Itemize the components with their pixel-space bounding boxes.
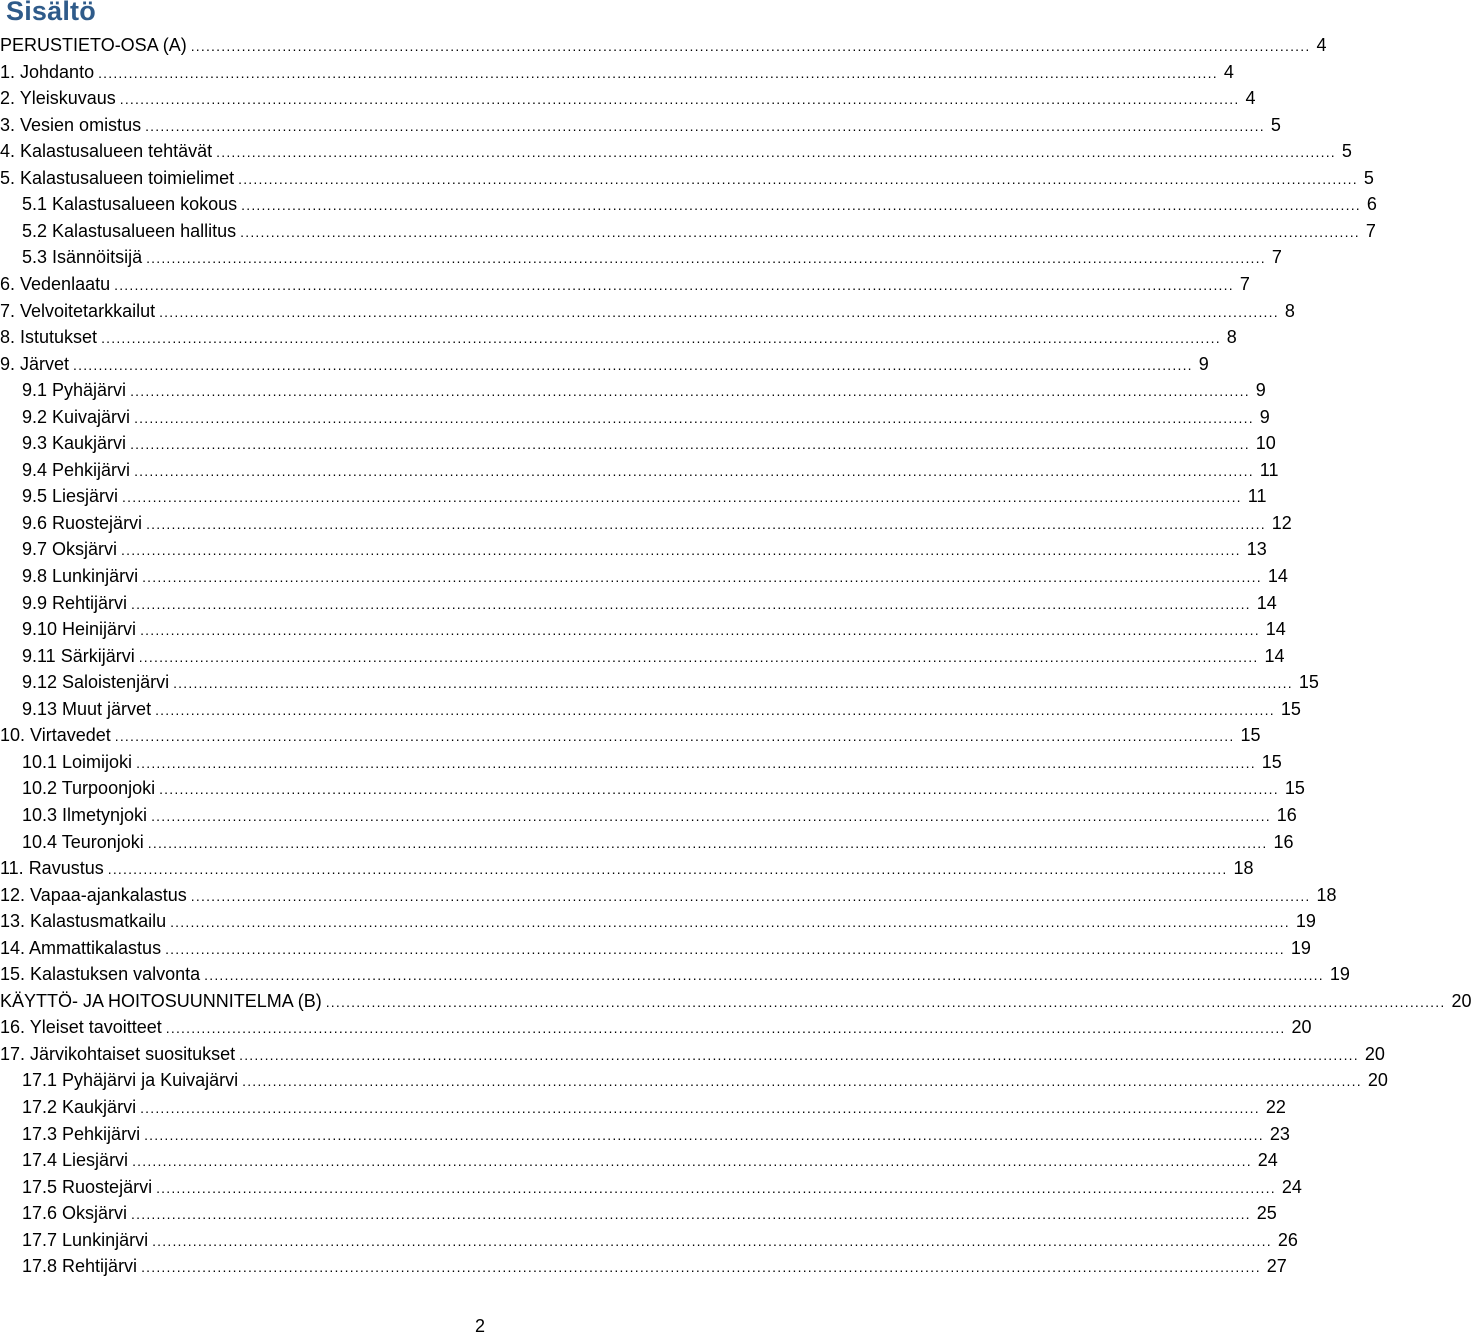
toc-entry[interactable] xyxy=(0,32,1327,58)
toc-entry-page: 20 xyxy=(1291,1017,1312,1038)
toc-entry-label: 9.2 Kuivajärvi xyxy=(22,406,131,427)
toc-dot-leader: ............................................................................................................................................................................................................................ xyxy=(152,1232,1272,1249)
toc-entry-page: 20 xyxy=(1367,1070,1388,1091)
toc-entry-label: 17.8 Rehtijärvi xyxy=(22,1256,138,1277)
toc-entry[interactable] xyxy=(0,536,1267,562)
toc-entry[interactable] xyxy=(0,218,1376,244)
toc-entry-label: PERUSTIETO-OSA (A) xyxy=(0,35,187,55)
toc-entry-page: 7 xyxy=(1365,220,1376,241)
toc-entry-page: 7 xyxy=(1271,247,1282,268)
toc-entry-label: 15. Kalastuksen valvonta xyxy=(0,964,201,985)
toc-entry-page: 4 xyxy=(1316,35,1327,55)
toc-entry[interactable] xyxy=(0,138,1352,164)
toc-dot-leader: ............................................................................................................................................................................................................................ xyxy=(241,197,1361,214)
toc-entry[interactable] xyxy=(0,908,1316,934)
toc-entry[interactable] xyxy=(0,59,1234,85)
toc-entry-page: 11 xyxy=(1259,459,1279,480)
toc-entry-page: 15 xyxy=(1261,751,1282,772)
toc-entry-page: 9 xyxy=(1259,406,1270,427)
toc-entry-page: 8 xyxy=(1226,327,1237,348)
toc-entry-label: 13. Kalastusmatkailu xyxy=(0,911,167,932)
toc-entry[interactable] xyxy=(0,191,1377,217)
toc-dot-leader: ............................................................................................................................................................................................................................ xyxy=(138,648,1259,665)
toc-entry-label: 12. Vapaa-ajankalastus xyxy=(0,884,187,905)
toc-dot-leader: ............................................................................................................................................................................................................................ xyxy=(151,807,1271,824)
toc-entry[interactable] xyxy=(0,961,1350,987)
toc-entry-page: 24 xyxy=(1257,1150,1278,1171)
toc-dot-leader: ............................................................................................................................................................................................................................ xyxy=(136,754,1256,771)
toc-dot-leader: ............................................................................................................................................................................................................................ xyxy=(165,1020,1286,1037)
toc-entry[interactable] xyxy=(0,563,1288,589)
toc-dot-leader: ............................................................................................................................................................................................................................ xyxy=(159,781,1279,798)
toc-entry[interactable] xyxy=(0,882,1337,908)
toc-entry-page: 19 xyxy=(1290,937,1311,958)
toc-entry-page: 20 xyxy=(1451,990,1471,1011)
toc-entry-label: 10.1 Loimijoki xyxy=(22,751,133,772)
toc-entry[interactable] xyxy=(0,271,1250,297)
toc-entry[interactable] xyxy=(0,1147,1278,1173)
toc-entry[interactable] xyxy=(0,483,1267,509)
toc-entry-label: 10. Virtavedet xyxy=(0,725,111,746)
toc-dot-leader: ............................................................................................................................................................................................................................ xyxy=(130,383,1250,400)
toc-entry-label: 9.10 Heinijärvi xyxy=(22,619,137,640)
toc-entry[interactable] xyxy=(0,669,1319,695)
toc-entry-page: 4 xyxy=(1245,88,1256,109)
toc-dot-leader: ............................................................................................................................................................................................................................ xyxy=(144,1126,1264,1143)
toc-entry-label: 9.4 Pehkijärvi xyxy=(22,459,131,480)
toc-entry[interactable] xyxy=(0,165,1374,191)
toc-entry-page: 13 xyxy=(1246,539,1267,560)
toc-dot-leader: ............................................................................................................................................................................................................................ xyxy=(147,834,1268,851)
toc-entry[interactable] xyxy=(0,510,1292,536)
toc-entry-page: 5 xyxy=(1270,114,1281,135)
toc-dot-leader: ............................................................................................................................................................................................................................ xyxy=(107,861,1228,878)
toc-entry-label: 4. Kalastusalueen tehtävät xyxy=(0,141,213,162)
toc-entry-label: 9.1 Pyhäjärvi xyxy=(22,380,127,401)
toc-entry-label: 17.6 Oksjärvi xyxy=(22,1203,128,1224)
toc-dot-leader: ............................................................................................................................................................................................................................ xyxy=(216,144,1336,161)
toc-dot-leader: ............................................................................................................................................................................................................................ xyxy=(131,1206,1251,1223)
toc-entry-page: 15 xyxy=(1284,778,1305,799)
toc-dot-leader: ............................................................................................................................................................................................................................ xyxy=(130,436,1250,453)
toc-entry-page: 24 xyxy=(1281,1176,1302,1197)
toc-entry-label: 11. Ravustus xyxy=(0,858,104,879)
toc-entry[interactable] xyxy=(0,775,1305,801)
toc-entry-label: 14. Ammattikalastus xyxy=(0,937,162,958)
toc-entry[interactable] xyxy=(0,404,1270,430)
toc-entry-label: 9.13 Muut järvet xyxy=(22,698,152,719)
toc-entry-page: 12 xyxy=(1271,512,1292,533)
toc-dot-leader: ............................................................................................................................................................................................................................ xyxy=(190,38,1311,54)
toc-entry-page: 20 xyxy=(1364,1043,1385,1064)
toc-entry-page: 9 xyxy=(1255,380,1266,401)
toc-entry[interactable] xyxy=(0,324,1237,350)
toc-dot-leader: ............................................................................................................................................................................................................................ xyxy=(170,914,1290,931)
toc-entry-label: 5.3 Isännöitsijä xyxy=(22,247,143,268)
toc-dot-leader: ............................................................................................................................................................................................................................ xyxy=(238,170,1358,187)
toc-entry[interactable] xyxy=(0,1253,1287,1279)
toc-entry-label: 17.2 Kaukjärvi xyxy=(22,1097,137,1117)
toc-entry-label: 9.3 Kaukjärvi xyxy=(22,433,127,454)
toc-entry-page: 16 xyxy=(1273,831,1294,852)
toc-entry-label: 17.1 Pyhäjärvi ja Kuivajärvi xyxy=(22,1070,239,1091)
toc-dot-leader: ............................................................................................................................................................................................................................ xyxy=(121,542,1241,559)
toc-entry-label: 3. Vesien omistus xyxy=(0,114,142,135)
toc-entry-label: 5.1 Kalastusalueen kokous xyxy=(22,194,238,215)
toc-dot-leader: ............................................................................................................................................................................................................................ xyxy=(190,887,1311,904)
toc-entry-page: 25 xyxy=(1256,1203,1277,1224)
toc-entry[interactable] xyxy=(0,244,1282,270)
toc-entry-page: 14 xyxy=(1256,592,1277,613)
toc-entry[interactable] xyxy=(0,351,1209,377)
toc-entry-page: 10 xyxy=(1255,433,1276,454)
toc-entry-page: 14 xyxy=(1264,645,1285,666)
toc-entry-label: 9.6 Ruostejärvi xyxy=(22,512,143,533)
toc-entry-label: 17.3 Pehkijärvi xyxy=(22,1123,141,1144)
toc-dot-leader: ............................................................................................................................................................................................................................ xyxy=(165,940,1285,957)
toc-entry-label: 9.5 Liesjärvi xyxy=(22,486,119,507)
toc-dot-leader: ............................................................................................................................................................................................................................ xyxy=(114,276,1234,293)
toc-entry[interactable] xyxy=(0,643,1285,669)
toc-entry-page: 14 xyxy=(1265,619,1286,640)
toc-dot-leader: ............................................................................................................................................................................................................................ xyxy=(122,489,1242,506)
toc-entry-page: 15 xyxy=(1280,698,1301,719)
toc-entry-page: 5 xyxy=(1363,167,1374,188)
toc-entry[interactable] xyxy=(0,616,1286,642)
toc-entry-page: 15 xyxy=(1298,672,1319,693)
toc-entry-label: 9.8 Lunkinjärvi xyxy=(22,566,139,586)
toc-entry-page: 5 xyxy=(1341,141,1352,162)
toc-entry[interactable] xyxy=(0,1174,1302,1200)
toc-entry[interactable] xyxy=(0,85,1256,111)
toc-dot-leader: ............................................................................................................................................................................................................................ xyxy=(325,993,1446,1010)
toc-dot-leader: ............................................................................................................................................................................................................................ xyxy=(156,1179,1276,1196)
toc-entry-label: 10.4 Teuronjoki xyxy=(22,831,144,852)
toc-entry-page: 27 xyxy=(1266,1256,1287,1277)
toc-entry-label: 17. Järvikohtaiset suositukset xyxy=(0,1043,236,1064)
toc-entry-page: 11 xyxy=(1247,486,1267,507)
toc-entry[interactable] xyxy=(0,590,1277,616)
toc-dot-leader: ............................................................................................................................................................................................................................ xyxy=(239,1046,1359,1063)
toc-dot-leader: ............................................................................................................................................................................................................................ xyxy=(146,250,1266,267)
toc-entry-label: 9.7 Oksjärvi xyxy=(22,539,118,560)
toc-entry[interactable] xyxy=(0,1121,1290,1147)
toc-dot-leader: ............................................................................................................................................................................................................................ xyxy=(173,675,1293,692)
toc-entry-page: 14 xyxy=(1267,566,1288,586)
toc-entry[interactable] xyxy=(0,802,1297,828)
toc-entry-label: 8. Istutukset xyxy=(0,327,98,348)
toc-entry[interactable] xyxy=(0,457,1279,483)
toc-entry-label: 17.5 Ruostejärvi xyxy=(22,1176,153,1197)
toc-entry[interactable] xyxy=(0,1041,1385,1067)
toc-entry-page: 18 xyxy=(1233,858,1254,879)
toc-dot-leader: ............................................................................................................................................................................................................................ xyxy=(204,967,1324,984)
toc-entry-page: 19 xyxy=(1295,911,1316,932)
toc-entry-page: 9 xyxy=(1198,353,1209,374)
toc-entry-label: 17.4 Liesjärvi xyxy=(22,1150,129,1171)
toc-entry-label: KÄYTTÖ- JA HOITOSUUNNITELMA (B) xyxy=(0,990,322,1011)
toc-dot-leader: ............................................................................................................................................................................................................................ xyxy=(146,515,1266,532)
toc-dot-leader: ............................................................................................................................................................................................................................ xyxy=(240,223,1360,240)
toc-dot-leader: ............................................................................................................................................................................................................................ xyxy=(131,595,1251,612)
toc-dot-leader: ............................................................................................................................................................................................................................ xyxy=(132,1153,1252,1170)
toc-dot-leader: ............................................................................................................................................................................................................................ xyxy=(119,91,1240,108)
toc-entry[interactable] xyxy=(0,1200,1277,1226)
toc-dot-leader: ............................................................................................................................................................................................................................ xyxy=(155,701,1275,718)
toc-heading: Sisältö xyxy=(6,0,96,26)
page-number: 2 xyxy=(474,1316,485,1336)
toc-entry[interactable] xyxy=(0,377,1266,403)
toc-entry-page: 4 xyxy=(1223,61,1234,82)
toc-entry[interactable] xyxy=(0,696,1301,722)
toc-dot-leader: ............................................................................................................................................................................................................................ xyxy=(114,728,1235,745)
toc-entry-page: 7 xyxy=(1239,273,1250,294)
toc-dot-leader: ............................................................................................................................................................................................................................ xyxy=(140,622,1260,639)
toc-entry[interactable] xyxy=(0,722,1261,748)
toc-entry-label: 1. Johdanto xyxy=(0,61,95,82)
toc-entry[interactable] xyxy=(0,988,1471,1014)
toc-entry-page: 6 xyxy=(1366,194,1377,215)
toc-entry-page: 18 xyxy=(1316,884,1337,905)
toc-entry-label: 6. Vedenlaatu xyxy=(0,273,111,294)
toc-entry-label: 16. Yleiset tavoitteet xyxy=(0,1017,162,1038)
toc-entry[interactable] xyxy=(0,1014,1312,1040)
toc-entry-label: 5. Kalastusalueen toimielimet xyxy=(0,167,235,188)
toc-entry-label: 9.9 Rehtijärvi xyxy=(22,592,128,613)
toc-entry-page: 19 xyxy=(1329,964,1350,985)
toc-entry-label: 7. Velvoitetarkkailut xyxy=(0,300,156,321)
toc-entry-label: 9.11 Särkijärvi xyxy=(22,645,135,666)
toc-entry-page: 8 xyxy=(1284,300,1295,321)
toc-entry-label: 17.7 Lunkinjärvi xyxy=(22,1229,149,1250)
toc-dot-leader: ............................................................................................................................................................................................................................ xyxy=(134,409,1254,426)
toc-entry[interactable] xyxy=(0,935,1311,961)
toc-entry[interactable] xyxy=(0,829,1294,855)
toc-entry[interactable] xyxy=(0,298,1295,324)
toc-entry[interactable] xyxy=(0,430,1276,456)
toc-dot-leader: ............................................................................................................................................................................................................................ xyxy=(242,1073,1362,1090)
toc-entry-page: 16 xyxy=(1276,804,1297,825)
toc-entry[interactable] xyxy=(0,112,1281,138)
toc-dot-leader: ............................................................................................................................................................................................................................ xyxy=(141,1259,1261,1276)
toc-dot-leader: ............................................................................................................................................................................................................................ xyxy=(140,1100,1260,1116)
toc-entry-label: 9.12 Saloistenjärvi xyxy=(22,672,170,693)
toc-entry-label: 10.2 Turpoonjoki xyxy=(22,778,156,799)
toc-dot-leader: ............................................................................................................................................................................................................................ xyxy=(134,462,1254,479)
toc-dot-leader: ............................................................................................................................................................................................................................ xyxy=(73,356,1193,373)
toc-entry-label: 2. Yleiskuvaus xyxy=(0,88,116,109)
toc-entry-page: 23 xyxy=(1269,1123,1290,1144)
toc-entry-label: 9. Järvet xyxy=(0,353,70,374)
toc-entry[interactable] xyxy=(0,749,1282,775)
toc-entry[interactable] xyxy=(0,1067,1388,1093)
toc-dot-leader: ............................................................................................................................................................................................................................ xyxy=(145,117,1265,134)
toc-entry[interactable] xyxy=(0,1227,1298,1253)
toc-entry-page: 22 xyxy=(1265,1097,1286,1117)
toc-dot-leader: ............................................................................................................................................................................................................................ xyxy=(142,569,1262,585)
toc-entry[interactable] xyxy=(0,1094,1286,1120)
toc-dot-leader: ............................................................................................................................................................................................................................ xyxy=(98,64,1218,81)
toc-entry-label: 10.3 Ilmetynjoki xyxy=(22,804,148,825)
toc-entry-label: 5.2 Kalastusalueen hallitus xyxy=(22,220,237,241)
toc-dot-leader: ............................................................................................................................................................................................................................ xyxy=(101,330,1221,347)
toc-entry-page: 26 xyxy=(1277,1229,1298,1250)
toc-dot-leader: ............................................................................................................................................................................................................................ xyxy=(159,303,1279,320)
toc-entry-page: 15 xyxy=(1240,725,1261,746)
toc-entry[interactable] xyxy=(0,855,1254,881)
